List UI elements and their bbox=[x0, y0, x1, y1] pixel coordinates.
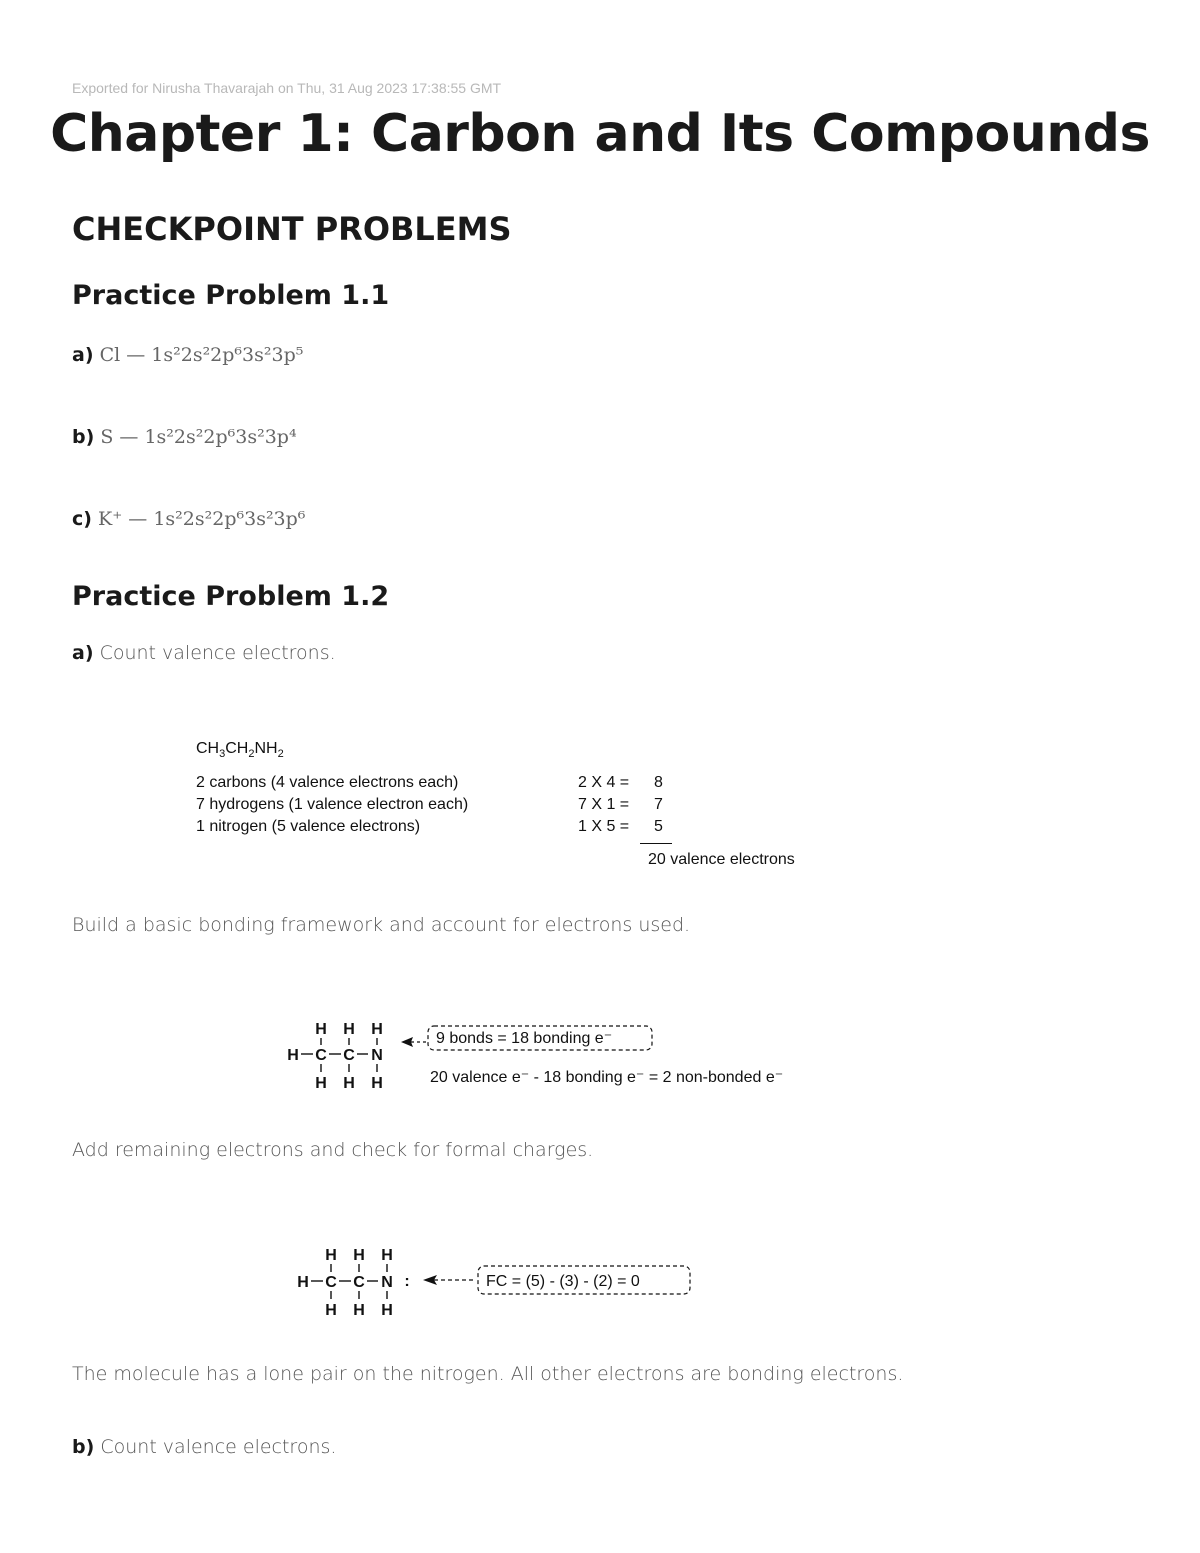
lone-pair: : bbox=[404, 1273, 410, 1290]
atom-h: H bbox=[297, 1274, 309, 1291]
total-electrons: 20 valence electrons bbox=[648, 851, 795, 868]
species: S bbox=[100, 426, 114, 448]
atom-h: H bbox=[287, 1047, 299, 1064]
part-b-text: Count valence electrons. bbox=[100, 1436, 337, 1458]
atom-c: C bbox=[315, 1047, 327, 1064]
species: K⁺ bbox=[98, 508, 123, 530]
atom-h: H bbox=[315, 1021, 327, 1038]
atom-h: H bbox=[343, 1075, 355, 1092]
electron-config: — 1s²2s²2p⁶3s²3p⁴ bbox=[119, 426, 297, 448]
page-title: Chapter 1: Carbon and Its Compounds bbox=[50, 104, 1150, 164]
part-b-line bbox=[72, 1436, 336, 1458]
conclusion-text: The molecule has a lone pair on the nitrogen. All other electrons are bonding electrons. bbox=[72, 1363, 904, 1385]
export-note: Exported for Nirusha Thavarajah on Thu, 31 Aug 2023 17:38:55 GMT bbox=[72, 80, 502, 96]
item-label: c) bbox=[72, 508, 92, 530]
problem-1-1-heading: Practice Problem 1.1 bbox=[72, 280, 390, 311]
part-a-text: Count valence electrons. bbox=[99, 642, 336, 664]
electron-config: — 1s²2s²2p⁶3s²3p⁵ bbox=[126, 344, 304, 366]
atom-c: C bbox=[325, 1274, 337, 1291]
part-a-label: a) bbox=[72, 642, 94, 664]
atom-n: N bbox=[371, 1047, 383, 1064]
count-value: 7 bbox=[654, 796, 663, 813]
atom-h: H bbox=[343, 1021, 355, 1038]
step-2-text: Build a basic bonding framework and account for electrons used. bbox=[72, 914, 691, 936]
atom-c: C bbox=[353, 1274, 365, 1291]
atom-h: H bbox=[371, 1021, 383, 1038]
formal-charge-figure bbox=[290, 1240, 710, 1326]
electron-calc: 20 valence e⁻ - 18 bonding e⁻ = 2 non-bonded e⁻ bbox=[430, 1069, 784, 1086]
step-3-text: Add remaining electrons and check for formal charges. bbox=[72, 1139, 594, 1161]
count-calc: 7 X 1 = bbox=[578, 796, 630, 813]
item-label: b) bbox=[72, 426, 95, 448]
count-value: 5 bbox=[654, 818, 663, 835]
part-a-line bbox=[72, 642, 336, 664]
arrow bbox=[401, 1037, 426, 1047]
electron-config: — 1s²2s²2p⁶3s²3p⁶ bbox=[128, 508, 306, 530]
atom-n: N bbox=[381, 1274, 393, 1291]
arrow bbox=[423, 1275, 476, 1285]
formal-charge-note: FC = (5) - (3) - (2) = 0 bbox=[486, 1273, 640, 1290]
atom-c: C bbox=[343, 1047, 355, 1064]
atom-h: H bbox=[325, 1247, 337, 1264]
atom-h: H bbox=[353, 1247, 365, 1264]
count-row: 7 hydrogens (1 valence electron each) bbox=[196, 796, 469, 813]
count-calc: 2 X 4 = bbox=[578, 774, 630, 791]
problem-1-2-heading: Practice Problem 1.2 bbox=[72, 581, 390, 612]
sum-rule bbox=[640, 843, 672, 844]
problem-1-1-item-c bbox=[72, 508, 305, 530]
atom-h: H bbox=[381, 1247, 393, 1264]
molecular-formula: $CH_3CH_2NH_2$ bbox=[196, 740, 284, 761]
section-heading: CHECKPOINT PROBLEMS bbox=[72, 210, 512, 248]
atom-h: H bbox=[325, 1302, 337, 1319]
count-calc: 1 X 5 = bbox=[578, 818, 630, 835]
bonding-framework-figure bbox=[280, 1012, 880, 1098]
problem-1-1-item-b bbox=[72, 426, 297, 448]
count-row: 1 nitrogen (5 valence electrons) bbox=[196, 818, 421, 835]
bonds-note: 9 bonds = 18 bonding e⁻ bbox=[436, 1030, 613, 1047]
count-row: 2 carbons (4 valence electrons each) bbox=[196, 774, 459, 791]
count-value: 8 bbox=[654, 774, 663, 791]
atom-h: H bbox=[353, 1302, 365, 1319]
item-label: a) bbox=[72, 344, 94, 366]
species: Cl bbox=[99, 344, 121, 366]
problem-1-1-item-a bbox=[72, 344, 303, 366]
atom-h: H bbox=[381, 1302, 393, 1319]
atom-h: H bbox=[371, 1075, 383, 1092]
part-b-label: b) bbox=[72, 1436, 95, 1458]
atom-h: H bbox=[315, 1075, 327, 1092]
